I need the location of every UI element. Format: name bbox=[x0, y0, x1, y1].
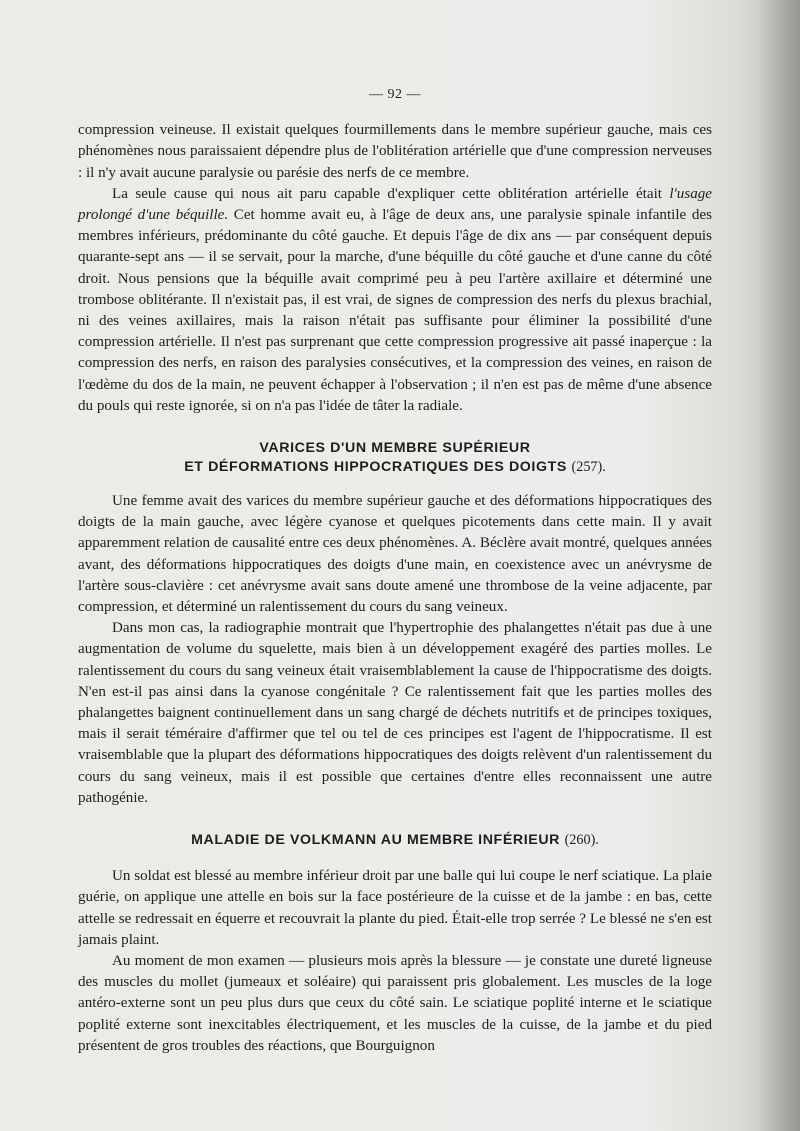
page-edge-shadow bbox=[758, 0, 800, 1131]
section-heading-varices-line1: VARICES D'UN MEMBRE SUPÉRIEUR bbox=[259, 440, 531, 457]
paragraph-continued: compression veineuse. Il existait quelques fourmillements dans le membre supérieur gauche, mais ces phénomènes nous paraissaient dépendre plus de l'oblitération artérielle que d'une compression nerveuses : il n'y avait aucune paralysie ou parésie des nerfs de ce membre. bbox=[78, 122, 712, 181]
page-content bbox=[78, 84, 712, 1057]
page-number: — 92 — bbox=[369, 87, 421, 102]
section-reference: (260). bbox=[564, 832, 599, 849]
paragraph-varices-2: Dans mon cas, la radiographie montrait que l'hypertrophie des phalangettes n'était pas due à une augmentation de volume du squelette, mais bien à un développement exagéré des parties molles. Le ralentissement du cours du sang veineux était vraisemblablement la cause de l'hippocratisme des doigts. N'en est-il pas ainsi dans la cyanose congénitale ? Ce ralentissement fait que les parties molles des phalangettes baignent continuellement dans un sang chargé de déchets nutritifs et de principes toxiques, mais il serait téméraire d'affirmer que tel ou tel de ces principes est l'agent de l'hippocratisme. Il est vraisemblable que la plupart des déformations hippocratiques des doigts relèvent d'un ralentissement du cours du sang veineux, mais il est possible que certaines d'entre elles reconnaissent une autre pathogénie. bbox=[78, 620, 712, 806]
section-heading-volkmann: MALADIE DE VOLKMANN AU MEMBRE INFÉRIEUR (260). bbox=[191, 832, 599, 849]
paragraph-cause-start: La seule cause qui nous ait paru capable d'expliquer cette oblitération artérielle était bbox=[112, 185, 670, 202]
section-heading-varices bbox=[78, 439, 712, 477]
paragraph-volkmann-2: Au moment de mon examen — plusieurs mois après la blessure — je constate une dureté ligneuse des muscles du mollet (jumeaux et soléaire) qui paraissent pris globalement. Les muscles de la loge antéro-externe sont un peu plus durs que ceux du côté sain. Le sciatique poplité interne et le sciatique poplité externe sont inexcitables électriquement, et les muscles de la cuisse, de la jambe et du pied présentent de gros troubles des réactions, que Bourguignon bbox=[78, 952, 712, 1054]
paragraph-cause-rest: Cet homme avait eu, à l'âge de deux ans, une paralysie spinale infantile des membres inférieurs, prédominante du côté gauche. Et depuis l'âge de dix ans — par conséquent depuis quarante-sept ans — il se servait, pour la marche, d'une béquille du côté gauche et d'une canne du côté droit. Nous pensions que la béquille avait comprimé peu à peu l'artère axillaire et déterminé une trombose oblitérante. Il n'existait pas, il est vrai, de signes de compression des nerfs du plexus brachial, ni des veines axillaires, mais la raison n'était pas suffisante pour éliminer la possibilité d'une compression artérielle. Il n'est pas surprenant que cette compression progressive ait passé inaperçue : la compression des nerfs, en raison des paralysies consécutives, et la compression des veines, en raison de l'œdème du dos de la main, ne peuvent échapper à l'observation ; il n'en est pas de même d'une absence du pouls qui reste ignorée, si on n'a pas l'idée de tâter la radiale. bbox=[78, 207, 712, 414]
paragraph-volkmann-1: Un soldat est blessé au membre inférieur droit par une balle qui lui coupe le nerf sciatique. La plaie guérie, on applique une attelle en bois sur la face postérieure de la cuisse et de la jambe : en bas, cette attelle se redressait en équerre et recouvrait la plante du pied. Était-elle trop serrée ? Le blessé ne s'en est jamais plaint. bbox=[78, 868, 712, 948]
paragraph-cause-emphasis: l'usage prolongé d'une béquille. bbox=[78, 185, 712, 224]
section-reference: (257). bbox=[571, 459, 606, 476]
paragraph-varices-1: Une femme avait des varices du membre supérieur gauche et des déformations hippocratiques des doigts de la main gauche, avec légère cyanose et quelques picotements dans cette main. Il y avait apparemment relation de causalité entre ces deux phénomènes. A. Béclère avait montré, quelques années avant, des déformations hippocratiques des doigts d'une main, en coexistence avec un anévrysme de l'artère sous-clavière : cet anévrysme avait sans doute amené une thrombose de la veine adjacente, par compression, et déterminé un ralentissement du cours du sang veineux. bbox=[78, 493, 712, 616]
paragraph-cause bbox=[78, 184, 712, 417]
section-heading-varices-line2: ET DÉFORMATIONS HIPPOCRATIQUES DES DOIGTS (257). bbox=[184, 459, 606, 476]
